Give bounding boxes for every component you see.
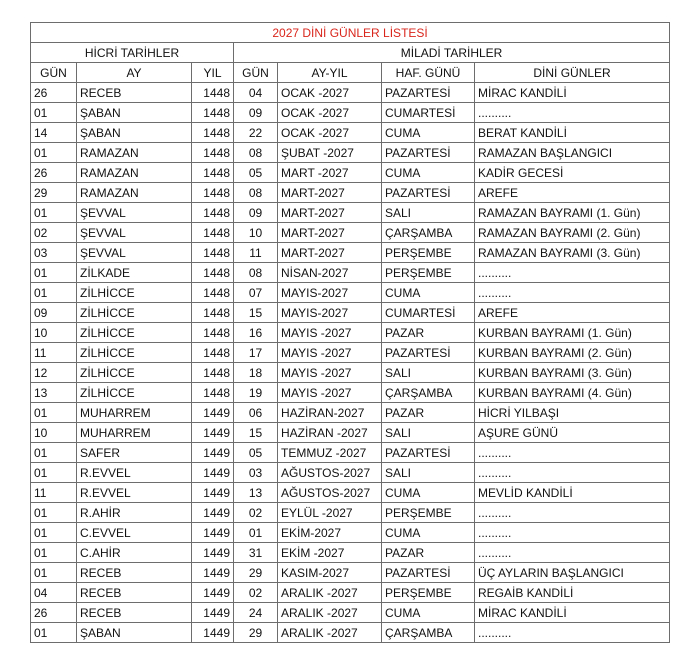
gregorian-day-cell: 08 xyxy=(234,183,278,203)
religious-days-sheet xyxy=(30,22,669,643)
weekday-cell: PAZAR xyxy=(382,543,475,563)
table-row xyxy=(31,403,670,423)
gregorian-day-cell: 11 xyxy=(234,243,278,263)
religious-day-cell: HİCRİ YILBAŞI xyxy=(475,403,670,423)
weekday-cell: PAZARTESİ xyxy=(382,143,475,163)
weekday-cell: CUMA xyxy=(382,603,475,623)
religious-day-cell: .......... xyxy=(475,623,670,643)
table-row xyxy=(31,543,670,563)
gregorian-day-cell: 03 xyxy=(234,463,278,483)
hijri-day-cell: 01 xyxy=(31,203,77,223)
hijri-month-cell: RAMAZAN xyxy=(77,163,192,183)
religious-day-cell: MİRAC KANDİLİ xyxy=(475,83,670,103)
hijri-year-cell: 1448 xyxy=(192,323,234,343)
religious-day-cell: AREFE xyxy=(475,183,670,203)
hijri-month-cell: R.AHİR xyxy=(77,503,192,523)
hijri-year-cell: 1449 xyxy=(192,503,234,523)
month-year-cell: ARALIK -2027 xyxy=(278,583,382,603)
hijri-day-cell: 10 xyxy=(31,323,77,343)
hijri-day-cell: 01 xyxy=(31,403,77,423)
weekday-cell: SALI xyxy=(382,363,475,383)
gregorian-day-cell: 18 xyxy=(234,363,278,383)
hijri-day-cell: 26 xyxy=(31,163,77,183)
weekday-cell: SALI xyxy=(382,423,475,443)
hijri-month-cell: RECEB xyxy=(77,563,192,583)
gregorian-day-cell: 31 xyxy=(234,543,278,563)
table-row xyxy=(31,303,670,323)
column-header-hijri-month: AY xyxy=(77,63,192,83)
hijri-day-cell: 01 xyxy=(31,563,77,583)
hijri-month-cell: ZİLHİCCE xyxy=(77,363,192,383)
hijri-month-cell: ŞEVVAL xyxy=(77,203,192,223)
gregorian-day-cell: 15 xyxy=(234,423,278,443)
month-year-cell: KASIM-2027 xyxy=(278,563,382,583)
month-year-cell: MART-2027 xyxy=(278,223,382,243)
hijri-day-cell: 01 xyxy=(31,143,77,163)
month-year-cell: EKİM -2027 xyxy=(278,543,382,563)
hijri-year-cell: 1449 xyxy=(192,623,234,643)
weekday-cell: PAZAR xyxy=(382,323,475,343)
weekday-cell: ÇARŞAMBA xyxy=(382,623,475,643)
religious-day-cell: .......... xyxy=(475,263,670,283)
month-year-cell: NİSAN-2027 xyxy=(278,263,382,283)
hijri-month-cell: ŞABAN xyxy=(77,103,192,123)
hijri-month-cell: C.EVVEL xyxy=(77,523,192,543)
religious-day-cell: RAMAZAN BAYRAMI (2. Gün) xyxy=(475,223,670,243)
hijri-year-cell: 1449 xyxy=(192,403,234,423)
weekday-cell: SALI xyxy=(382,203,475,223)
religious-day-cell: MEVLİD KANDİLİ xyxy=(475,483,670,503)
hijri-year-cell: 1448 xyxy=(192,163,234,183)
hijri-month-cell: C.AHİR xyxy=(77,543,192,563)
table-row xyxy=(31,123,670,143)
table-row xyxy=(31,343,670,363)
table-row xyxy=(31,163,670,183)
table-row xyxy=(31,603,670,623)
hijri-month-cell: ZİLHİCCE xyxy=(77,323,192,343)
table-row xyxy=(31,363,670,383)
hijri-month-cell: ŞABAN xyxy=(77,123,192,143)
hijri-day-cell: 01 xyxy=(31,283,77,303)
hijri-year-cell: 1448 xyxy=(192,303,234,323)
table-row xyxy=(31,563,670,583)
hijri-month-cell: ZİLHİCCE xyxy=(77,303,192,323)
month-year-cell: MART -2027 xyxy=(278,163,382,183)
month-year-cell: MAYIS -2027 xyxy=(278,343,382,363)
hijri-year-cell: 1448 xyxy=(192,283,234,303)
hijri-day-cell: 01 xyxy=(31,103,77,123)
hijri-year-cell: 1448 xyxy=(192,83,234,103)
religious-day-cell: KURBAN BAYRAMI (4. Gün) xyxy=(475,383,670,403)
gregorian-day-cell: 05 xyxy=(234,163,278,183)
column-header-hijri-day: GÜN xyxy=(31,63,77,83)
weekday-cell: ÇARŞAMBA xyxy=(382,223,475,243)
hijri-year-cell: 1449 xyxy=(192,583,234,603)
hijri-day-cell: 26 xyxy=(31,603,77,623)
gregorian-day-cell: 04 xyxy=(234,83,278,103)
hijri-month-cell: ŞEVVAL xyxy=(77,243,192,263)
hijri-year-cell: 1449 xyxy=(192,443,234,463)
table-body xyxy=(31,83,670,643)
gregorian-day-cell: 06 xyxy=(234,403,278,423)
month-year-cell: OCAK -2027 xyxy=(278,123,382,143)
table-row xyxy=(31,323,670,343)
table-row xyxy=(31,283,670,303)
hijri-day-cell: 04 xyxy=(31,583,77,603)
table-row xyxy=(31,263,670,283)
hijri-year-cell: 1449 xyxy=(192,603,234,623)
gregorian-day-cell: 29 xyxy=(234,563,278,583)
hijri-month-cell: RECEB xyxy=(77,603,192,623)
table-row xyxy=(31,483,670,503)
weekday-cell: SALI xyxy=(382,463,475,483)
religious-day-cell: ÜÇ AYLARIN BAŞLANGICI xyxy=(475,563,670,583)
table-row xyxy=(31,83,670,103)
month-year-cell: ŞUBAT -2027 xyxy=(278,143,382,163)
column-header-gregorian-day: GÜN xyxy=(234,63,278,83)
weekday-cell: PAZARTESİ xyxy=(382,83,475,103)
hijri-year-cell: 1449 xyxy=(192,563,234,583)
religious-day-cell: BERAT KANDİLİ xyxy=(475,123,670,143)
hijri-day-cell: 10 xyxy=(31,423,77,443)
hijri-day-cell: 09 xyxy=(31,303,77,323)
weekday-cell: CUMARTESİ xyxy=(382,303,475,323)
hijri-year-cell: 1449 xyxy=(192,483,234,503)
hijri-month-cell: SAFER xyxy=(77,443,192,463)
religious-day-cell: .......... xyxy=(475,443,670,463)
weekday-cell: CUMARTESİ xyxy=(382,103,475,123)
month-year-cell: AĞUSTOS-2027 xyxy=(278,483,382,503)
table-title: 2027 DİNİ GÜNLER LİSTESİ xyxy=(31,23,670,43)
table-row xyxy=(31,223,670,243)
weekday-cell: PAZARTESİ xyxy=(382,343,475,363)
gregorian-day-cell: 09 xyxy=(234,103,278,123)
column-header-row xyxy=(31,63,670,83)
gregorian-day-cell: 08 xyxy=(234,143,278,163)
hijri-day-cell: 02 xyxy=(31,223,77,243)
hijri-month-cell: ZİLHİCCE xyxy=(77,343,192,363)
table-row xyxy=(31,243,670,263)
weekday-cell: PAZARTESİ xyxy=(382,183,475,203)
hijri-year-cell: 1448 xyxy=(192,203,234,223)
hijri-day-cell: 01 xyxy=(31,263,77,283)
hijri-year-cell: 1448 xyxy=(192,143,234,163)
religious-day-cell: .......... xyxy=(475,463,670,483)
table-row xyxy=(31,383,670,403)
gregorian-day-cell: 05 xyxy=(234,443,278,463)
religious-day-cell: .......... xyxy=(475,523,670,543)
hijri-month-cell: RECEB xyxy=(77,583,192,603)
hijri-month-cell: RECEB xyxy=(77,83,192,103)
weekday-cell: CUMA xyxy=(382,163,475,183)
gregorian-dates-header: MİLADİ TARİHLER xyxy=(234,43,670,63)
hijri-day-cell: 01 xyxy=(31,623,77,643)
hijri-year-cell: 1449 xyxy=(192,463,234,483)
month-year-cell: MART-2027 xyxy=(278,183,382,203)
weekday-cell: CUMA xyxy=(382,483,475,503)
gregorian-day-cell: 07 xyxy=(234,283,278,303)
month-year-cell: ARALIK -2027 xyxy=(278,623,382,643)
month-year-cell: MAYIS-2027 xyxy=(278,283,382,303)
hijri-year-cell: 1449 xyxy=(192,523,234,543)
hijri-month-cell: R.EVVEL xyxy=(77,483,192,503)
group-header-row xyxy=(31,43,670,63)
hijri-year-cell: 1448 xyxy=(192,383,234,403)
religious-day-cell: RAMAZAN BAYRAMI (3. Gün) xyxy=(475,243,670,263)
weekday-cell: PERŞEMBE xyxy=(382,263,475,283)
hijri-year-cell: 1448 xyxy=(192,263,234,283)
weekday-cell: PAZAR xyxy=(382,403,475,423)
gregorian-day-cell: 17 xyxy=(234,343,278,363)
hijri-day-cell: 11 xyxy=(31,483,77,503)
month-year-cell: MART-2027 xyxy=(278,243,382,263)
religious-day-cell: KADİR GECESİ xyxy=(475,163,670,183)
column-header-hijri-year: YIL xyxy=(192,63,234,83)
hijri-month-cell: ZİLHİCCE xyxy=(77,283,192,303)
gregorian-day-cell: 01 xyxy=(234,523,278,543)
religious-day-cell: KURBAN BAYRAMI (3. Gün) xyxy=(475,363,670,383)
table-row xyxy=(31,203,670,223)
religious-day-cell: AŞURE GÜNÜ xyxy=(475,423,670,443)
weekday-cell: CUMA xyxy=(382,123,475,143)
weekday-cell: CUMA xyxy=(382,523,475,543)
month-year-cell: MAYIS -2027 xyxy=(278,383,382,403)
hijri-day-cell: 03 xyxy=(31,243,77,263)
hijri-day-cell: 13 xyxy=(31,383,77,403)
table-row xyxy=(31,183,670,203)
month-year-cell: MAYIS -2027 xyxy=(278,323,382,343)
month-year-cell: HAZİRAN -2027 xyxy=(278,423,382,443)
hijri-year-cell: 1449 xyxy=(192,543,234,563)
table-row xyxy=(31,103,670,123)
religious-day-cell: MİRAC KANDİLİ xyxy=(475,603,670,623)
hijri-dates-header: HİCRİ TARİHLER xyxy=(31,43,234,63)
table-row xyxy=(31,583,670,603)
religious-day-cell: KURBAN BAYRAMI (1. Gün) xyxy=(475,323,670,343)
month-year-cell: MAYIS -2027 xyxy=(278,363,382,383)
month-year-cell: EKİM-2027 xyxy=(278,523,382,543)
month-year-cell: TEMMUZ -2027 xyxy=(278,443,382,463)
table-row xyxy=(31,443,670,463)
hijri-day-cell: 01 xyxy=(31,503,77,523)
religious-day-cell: RAMAZAN BAYRAMI (1. Gün) xyxy=(475,203,670,223)
hijri-year-cell: 1448 xyxy=(192,363,234,383)
weekday-cell: ÇARŞAMBA xyxy=(382,383,475,403)
religious-days-table xyxy=(30,22,670,643)
hijri-month-cell: R.EVVEL xyxy=(77,463,192,483)
gregorian-day-cell: 16 xyxy=(234,323,278,343)
gregorian-day-cell: 09 xyxy=(234,203,278,223)
hijri-day-cell: 29 xyxy=(31,183,77,203)
hijri-year-cell: 1448 xyxy=(192,343,234,363)
hijri-day-cell: 01 xyxy=(31,523,77,543)
gregorian-day-cell: 29 xyxy=(234,623,278,643)
weekday-cell: PERŞEMBE xyxy=(382,583,475,603)
religious-day-cell: AREFE xyxy=(475,303,670,323)
hijri-day-cell: 12 xyxy=(31,363,77,383)
table-row xyxy=(31,503,670,523)
table-row xyxy=(31,523,670,543)
religious-day-cell: .......... xyxy=(475,283,670,303)
month-year-cell: EYLÜL -2027 xyxy=(278,503,382,523)
hijri-day-cell: 01 xyxy=(31,443,77,463)
religious-day-cell: .......... xyxy=(475,103,670,123)
weekday-cell: PAZARTESİ xyxy=(382,443,475,463)
table-row xyxy=(31,463,670,483)
religious-day-cell: RAMAZAN BAŞLANGICI xyxy=(475,143,670,163)
weekday-cell: CUMA xyxy=(382,283,475,303)
hijri-month-cell: MUHARREM xyxy=(77,423,192,443)
weekday-cell: PERŞEMBE xyxy=(382,243,475,263)
table-row xyxy=(31,423,670,443)
month-year-cell: AĞUSTOS-2027 xyxy=(278,463,382,483)
hijri-day-cell: 26 xyxy=(31,83,77,103)
gregorian-day-cell: 02 xyxy=(234,503,278,523)
gregorian-day-cell: 22 xyxy=(234,123,278,143)
gregorian-day-cell: 02 xyxy=(234,583,278,603)
weekday-cell: PAZARTESİ xyxy=(382,563,475,583)
hijri-month-cell: MUHARREM xyxy=(77,403,192,423)
column-header-weekday: HAF. GÜNÜ xyxy=(382,63,475,83)
column-header-religious-day: DİNİ GÜNLER xyxy=(475,63,670,83)
month-year-cell: MAYIS-2027 xyxy=(278,303,382,323)
gregorian-day-cell: 19 xyxy=(234,383,278,403)
table-row xyxy=(31,143,670,163)
title-row xyxy=(31,23,670,43)
month-year-cell: OCAK -2027 xyxy=(278,83,382,103)
hijri-month-cell: ZİLKADE xyxy=(77,263,192,283)
hijri-year-cell: 1448 xyxy=(192,243,234,263)
hijri-year-cell: 1448 xyxy=(192,183,234,203)
month-year-cell: OCAK -2027 xyxy=(278,103,382,123)
hijri-year-cell: 1448 xyxy=(192,103,234,123)
hijri-day-cell: 11 xyxy=(31,343,77,363)
hijri-month-cell: ZİLHİCCE xyxy=(77,383,192,403)
table-row xyxy=(31,623,670,643)
gregorian-day-cell: 13 xyxy=(234,483,278,503)
weekday-cell: PERŞEMBE xyxy=(382,503,475,523)
hijri-day-cell: 14 xyxy=(31,123,77,143)
gregorian-day-cell: 15 xyxy=(234,303,278,323)
gregorian-day-cell: 08 xyxy=(234,263,278,283)
hijri-day-cell: 01 xyxy=(31,543,77,563)
hijri-day-cell: 01 xyxy=(31,463,77,483)
religious-day-cell: .......... xyxy=(475,543,670,563)
month-year-cell: HAZİRAN-2027 xyxy=(278,403,382,423)
religious-day-cell: REGAİB KANDİLİ xyxy=(475,583,670,603)
column-header-month-year: AY-YIL xyxy=(278,63,382,83)
gregorian-day-cell: 24 xyxy=(234,603,278,623)
hijri-year-cell: 1448 xyxy=(192,123,234,143)
month-year-cell: MART-2027 xyxy=(278,203,382,223)
hijri-month-cell: RAMAZAN xyxy=(77,183,192,203)
hijri-month-cell: RAMAZAN xyxy=(77,143,192,163)
hijri-year-cell: 1448 xyxy=(192,223,234,243)
month-year-cell: ARALIK -2027 xyxy=(278,603,382,623)
gregorian-day-cell: 10 xyxy=(234,223,278,243)
hijri-month-cell: ŞEVVAL xyxy=(77,223,192,243)
hijri-month-cell: ŞABAN xyxy=(77,623,192,643)
religious-day-cell: KURBAN BAYRAMI (2. Gün) xyxy=(475,343,670,363)
religious-day-cell: .......... xyxy=(475,503,670,523)
hijri-year-cell: 1449 xyxy=(192,423,234,443)
